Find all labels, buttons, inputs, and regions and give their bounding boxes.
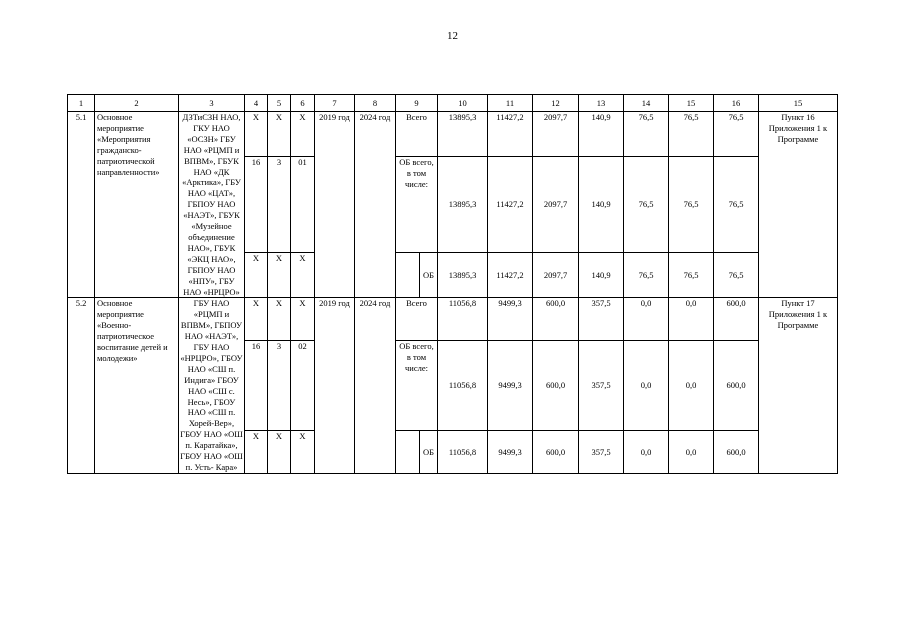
activity-name: Основное мероприятие «Мероприятия гражданско-патриотической направленности» — [95, 112, 179, 298]
fin-value: 140,9 — [579, 253, 624, 298]
code-cell: Х — [291, 431, 315, 474]
executors: ГБУ НАО «РЦМП и ВПВМ», ГБПОУ НАО «НАЭТ», ГБУ НАО «НРЦРО», ГБОУ НАО «СШ п. Индига» ГБОУ НАО «СШ с. Несь», ГБОУ НАО «СШ п. Хорей-Вер», ГБОУ НАО «ОШ п. Каратайка», ГБОУ НАО «ОШ п. Усть- Кара» — [180, 298, 243, 472]
fin-value: 76,5 — [714, 112, 759, 157]
header-cell: 8 — [355, 95, 396, 112]
reference: Пункт 16 Приложения 1 к Программе — [759, 112, 838, 298]
reference: Пункт 17 Приложения 1 к Программе — [759, 298, 838, 474]
code-cell: 02 — [291, 340, 315, 430]
header-cell: 10 — [438, 95, 488, 112]
code-cell: 16 — [245, 157, 268, 253]
executors: ДЗТиСЗН НАО, ГКУ НАО «ОСЗН» ГБУ НАО «РЦМП и ВПВМ», ГБУК НАО «ДК «Арктика», ГБУ НАО «ЦАТ», ГБПОУ НАО «НАЭТ», ГБУК «Музейное объединение НАО», ГБУК «ЭКЦ НАО», ГБПОУ НАО «НПУ», ГБУ НАО «НРЦРО» — [179, 112, 245, 298]
header-cell: 13 — [579, 95, 624, 112]
header-cell: 3 — [179, 95, 245, 112]
fin-value: 0,0 — [624, 340, 669, 430]
fin-value: 600,0 — [533, 431, 579, 474]
header-cell: 15 — [759, 95, 838, 112]
fin-value: 76,5 — [669, 253, 714, 298]
fin-value: 600,0 — [714, 431, 759, 474]
start-year: 2019 год — [315, 298, 355, 474]
header-cell: 2 — [95, 95, 179, 112]
code-cell: 16 — [245, 340, 268, 430]
code-cell: Х — [245, 253, 268, 298]
header-cell: 7 — [315, 95, 355, 112]
fin-value: 13895,3 — [438, 253, 488, 298]
fin-spacer — [396, 253, 420, 298]
fin-label: Всего — [396, 298, 438, 341]
fin-value: 357,5 — [579, 431, 624, 474]
fin-value: 11056,8 — [438, 431, 488, 474]
activity-name: Основное мероприятие «Военно-патриотическое воспитание детей и молодежи» — [95, 298, 179, 474]
header-cell: 14 — [624, 95, 669, 112]
fin-value: 76,5 — [624, 112, 669, 157]
fin-value: 140,9 — [579, 157, 624, 253]
fin-spacer — [396, 431, 420, 474]
code-cell: Х — [268, 112, 291, 157]
table-row — [68, 298, 838, 341]
fin-value: 600,0 — [714, 298, 759, 341]
row-number: 5.2 — [68, 298, 95, 474]
code-cell: Х — [268, 253, 291, 298]
fin-value: 76,5 — [714, 253, 759, 298]
fin-value: 0,0 — [624, 298, 669, 341]
code-cell: 01 — [291, 157, 315, 253]
fin-value: 0,0 — [669, 340, 714, 430]
fin-value: 2097,7 — [533, 157, 579, 253]
code-cell: Х — [291, 298, 315, 341]
header-cell: 4 — [245, 95, 268, 112]
fin-value: 600,0 — [533, 340, 579, 430]
program-table — [67, 94, 838, 474]
header-cell: 11 — [488, 95, 533, 112]
fin-value: 2097,7 — [533, 112, 579, 157]
fin-label: ОБ всего, в том числе: — [396, 157, 438, 253]
fin-value: 600,0 — [533, 298, 579, 341]
fin-value: 9499,3 — [488, 431, 533, 474]
table-row — [68, 112, 838, 157]
fin-value: 0,0 — [669, 298, 714, 341]
fin-value: 357,5 — [579, 298, 624, 341]
code-cell: Х — [291, 253, 315, 298]
fin-value: 9499,3 — [488, 298, 533, 341]
fin-value: 11056,8 — [438, 298, 488, 341]
header-cell: 1 — [68, 95, 95, 112]
fin-value: 76,5 — [669, 157, 714, 253]
header-cell: 15 — [669, 95, 714, 112]
header-cell: 9 — [396, 95, 438, 112]
fin-value: 13895,3 — [438, 112, 488, 157]
fin-label: ОБ всего, в том числе: — [396, 340, 438, 430]
fin-value: 76,5 — [624, 253, 669, 298]
page-number: 12 — [447, 30, 458, 42]
header-row — [68, 95, 838, 112]
header-cell: 12 — [533, 95, 579, 112]
code-cell: Х — [268, 298, 291, 341]
start-year: 2019 год — [315, 112, 355, 298]
end-year: 2024 год — [355, 112, 396, 298]
end-year: 2024 год — [355, 298, 396, 474]
code-cell: Х — [268, 431, 291, 474]
code-cell: Х — [245, 431, 268, 474]
fin-value: 11427,2 — [488, 112, 533, 157]
fin-value: 0,0 — [624, 431, 669, 474]
fin-value: 600,0 — [714, 340, 759, 430]
code-cell: 3 — [268, 340, 291, 430]
fin-value: 2097,7 — [533, 253, 579, 298]
code-cell: Х — [291, 112, 315, 157]
fin-label: ОБ — [420, 253, 438, 298]
fin-value: 140,9 — [579, 112, 624, 157]
fin-value: 357,5 — [579, 340, 624, 430]
header-cell: 6 — [291, 95, 315, 112]
fin-value: 76,5 — [669, 112, 714, 157]
fin-value: 11427,2 — [488, 157, 533, 253]
fin-value: 9499,3 — [488, 340, 533, 430]
header-cell: 16 — [714, 95, 759, 112]
code-cell: 3 — [268, 157, 291, 253]
fin-label: ОБ — [420, 431, 438, 474]
header-cell: 5 — [268, 95, 291, 112]
fin-value: 11427,2 — [488, 253, 533, 298]
fin-value: 11056,8 — [438, 340, 488, 430]
fin-value: 0,0 — [669, 431, 714, 474]
code-cell: Х — [245, 112, 268, 157]
fin-value: 76,5 — [624, 157, 669, 253]
fin-value: 13895,3 — [438, 157, 488, 253]
code-cell: Х — [245, 298, 268, 341]
fin-value: 76,5 — [714, 157, 759, 253]
fin-label: Всего — [396, 112, 438, 157]
row-number: 5.1 — [68, 112, 95, 298]
